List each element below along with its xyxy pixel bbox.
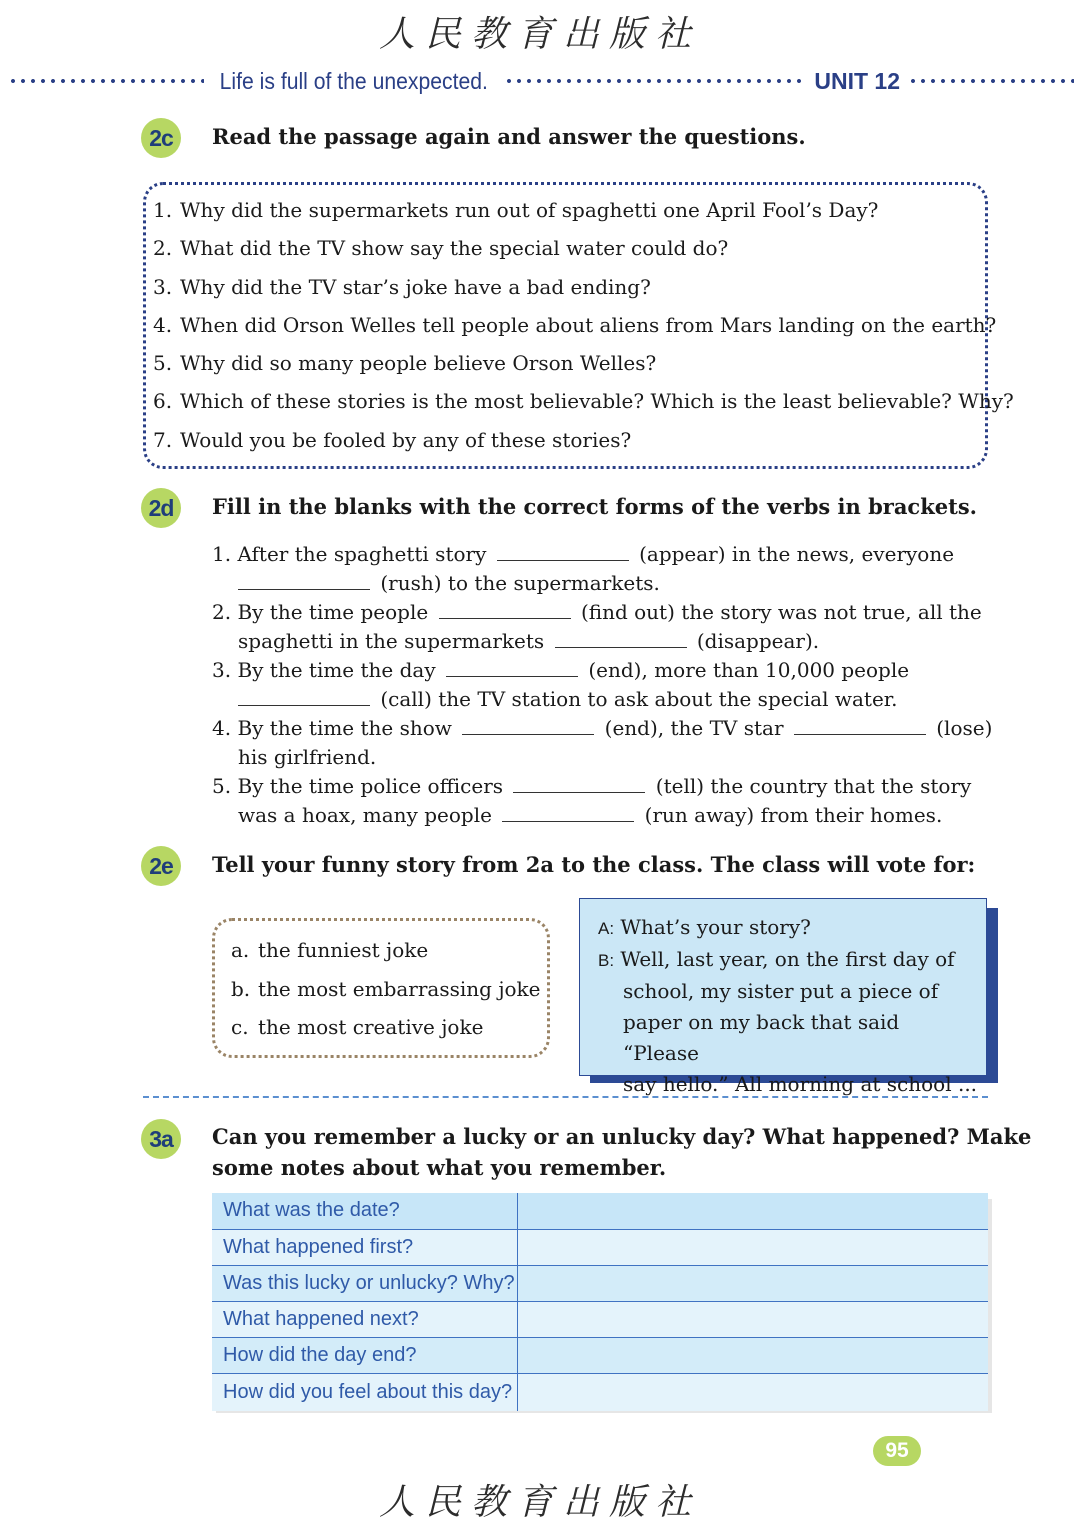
fill-text: (tell) the country that the story xyxy=(655,774,972,798)
table-answer-cell[interactable] xyxy=(517,1229,988,1265)
table-answer-cell[interactable] xyxy=(517,1301,988,1337)
fill-item-line xyxy=(212,714,993,743)
question-item xyxy=(153,348,983,386)
table-answer-cell[interactable] xyxy=(517,1373,988,1411)
question-number: 4. xyxy=(153,312,173,337)
answer-blank[interactable] xyxy=(794,715,926,735)
dialog-text: say hello.” All morning at school ... xyxy=(623,1072,978,1096)
question-item xyxy=(153,425,983,463)
fill-item-line xyxy=(212,772,982,801)
dialog-text: paper on my back that said “Please xyxy=(623,1010,900,1065)
fill-text: (lose) xyxy=(936,716,993,740)
question-text: When did Orson Welles tell people about aliens from Mars landing on the earth? xyxy=(180,312,997,337)
fill-text: 4. By the time the show xyxy=(212,716,452,740)
table-answer-cell[interactable] xyxy=(517,1265,988,1301)
vote-options-list xyxy=(231,932,541,1048)
answer-blank[interactable] xyxy=(462,715,594,735)
fill-item-line xyxy=(212,685,982,714)
answer-blank[interactable] xyxy=(513,773,645,793)
table-question-cell: What happened next? xyxy=(212,1301,517,1337)
vote-option xyxy=(231,971,541,1010)
fill-item-line xyxy=(212,801,982,830)
fill-text: (appear) in the news, everyone xyxy=(639,542,955,566)
question-item xyxy=(153,386,1014,424)
fill-item-line xyxy=(212,743,982,772)
answer-blank[interactable] xyxy=(502,802,634,822)
question-text: Which of these stories is the most believable? Which is the least believable? Why? xyxy=(180,389,1014,414)
table-row xyxy=(212,1193,988,1229)
question-text: Why did the TV star’s joke have a bad ending? xyxy=(180,274,651,299)
table-row xyxy=(212,1337,988,1373)
answer-blank[interactable] xyxy=(238,686,370,706)
option-text: the most embarrassing joke xyxy=(258,976,541,1001)
notes-table xyxy=(212,1193,988,1411)
question-text: Would you be fooled by any of these stories? xyxy=(180,427,632,452)
sample-dialog xyxy=(598,912,978,1100)
question-number: 7. xyxy=(153,427,173,452)
header-dots-middle xyxy=(504,78,807,84)
dialog-text: school, my sister put a piece of xyxy=(623,979,939,1003)
section-2e-title: Tell your funny story from 2a to the class. The class will vote for: xyxy=(212,852,976,877)
table-question-cell: What happened first? xyxy=(212,1229,517,1265)
table-row xyxy=(212,1301,988,1337)
question-item xyxy=(153,310,997,348)
table-question-cell: Was this lucky or unlucky? Why? xyxy=(212,1265,517,1301)
dialog-text: Well, last year, on the first day of xyxy=(620,947,955,971)
table-question-cell: What was the date? xyxy=(212,1193,517,1229)
question-number: 5. xyxy=(153,351,173,376)
fill-text: 3. By the time the day xyxy=(212,658,436,682)
speaker-label: B: xyxy=(598,951,615,970)
fill-text: (rush) to the supermarkets. xyxy=(380,571,660,595)
fill-item-line xyxy=(212,656,982,685)
dialog-text: What’s your story? xyxy=(620,915,811,939)
fill-text: (run away) from their homes. xyxy=(644,803,943,827)
option-letter: a. xyxy=(231,938,250,962)
question-item xyxy=(153,272,983,310)
question-text: Why did so many people believe Orson Welles? xyxy=(180,351,657,376)
badge-3a: 3a xyxy=(141,1119,181,1159)
table-question-cell: How did the day end? xyxy=(212,1337,517,1373)
vote-option xyxy=(231,932,541,971)
fill-in-list xyxy=(212,540,993,830)
fill-item-line xyxy=(212,627,982,656)
speaker-label: A: xyxy=(598,919,615,938)
section-divider xyxy=(143,1096,988,1098)
question-item xyxy=(153,233,983,271)
fill-text: (end), more than 10,000 people xyxy=(588,658,910,682)
fill-text: was a hoax, many people xyxy=(238,803,492,827)
question-list xyxy=(153,195,1014,463)
question-number: 2. xyxy=(153,236,173,261)
section-3a-title-line2: some notes about what you remember. xyxy=(212,1155,667,1180)
badge-2c: 2c xyxy=(141,118,181,158)
badge-2d: 2d xyxy=(141,488,181,528)
badge-2e: 2e xyxy=(141,846,181,886)
answer-blank[interactable] xyxy=(439,599,571,619)
publisher-watermark-top: 人民教育出版社 xyxy=(378,14,701,55)
page-number: 95 xyxy=(873,1436,921,1466)
header-dots-left xyxy=(8,78,204,84)
fill-item-line xyxy=(212,540,982,569)
fill-text: 5. By the time police officers xyxy=(212,774,504,798)
option-letter: b. xyxy=(231,976,251,1001)
table-row xyxy=(212,1229,988,1265)
table-answer-cell[interactable] xyxy=(517,1337,988,1373)
option-text: the funniest joke xyxy=(258,938,429,962)
header-dots-right xyxy=(908,78,1074,84)
option-letter: c. xyxy=(231,1015,249,1039)
header-tagline: Life is full of the unexpected. xyxy=(219,67,488,94)
header-unit: UNIT 12 xyxy=(814,67,900,94)
question-number: 1. xyxy=(153,198,173,222)
running-header xyxy=(8,64,1074,98)
fill-text: 1. After the spaghetti story xyxy=(212,542,487,566)
section-2c-title: Read the passage again and answer the questions. xyxy=(212,124,806,149)
question-number: 3. xyxy=(153,274,173,299)
fill-text: his girlfriend. xyxy=(238,745,377,769)
fill-item-line xyxy=(212,569,982,598)
publisher-watermark-bottom: 人民教育出版社 xyxy=(378,1482,701,1523)
question-item xyxy=(153,195,983,233)
answer-blank[interactable] xyxy=(446,657,578,677)
fill-text: 2. By the time people xyxy=(212,600,429,624)
fill-text: spaghetti in the supermarkets xyxy=(238,629,545,653)
table-row xyxy=(212,1373,988,1411)
dialog-line-b xyxy=(598,944,978,976)
vote-option xyxy=(231,1009,541,1048)
option-text: the most creative joke xyxy=(258,1015,484,1039)
section-2d-title: Fill in the blanks with the correct forms of the verbs in brackets. xyxy=(212,494,977,519)
fill-item-line xyxy=(212,598,982,627)
question-number: 6. xyxy=(153,389,173,414)
dialog-line-a xyxy=(598,912,978,944)
table-row xyxy=(212,1265,988,1301)
fill-text: (find out) the story was not true, all the xyxy=(580,600,982,624)
fill-text: (end), the TV star xyxy=(604,716,784,740)
table-question-cell: How did you feel about this day? xyxy=(212,1373,517,1411)
answer-blank[interactable] xyxy=(497,541,629,561)
question-text: What did the TV show say the special water could do? xyxy=(180,236,729,261)
answer-blank[interactable] xyxy=(238,570,370,590)
fill-text: (call) the TV station to ask about the special water. xyxy=(380,687,898,711)
table-answer-cell[interactable] xyxy=(517,1193,988,1229)
answer-blank[interactable] xyxy=(555,628,687,648)
question-text: Why did the supermarkets run out of spaghetti one April Fool’s Day? xyxy=(180,198,879,222)
section-3a-title-line1: Can you remember a lucky or an unlucky day? What happened? Make xyxy=(212,1124,1032,1149)
fill-text: (disappear). xyxy=(696,629,820,653)
